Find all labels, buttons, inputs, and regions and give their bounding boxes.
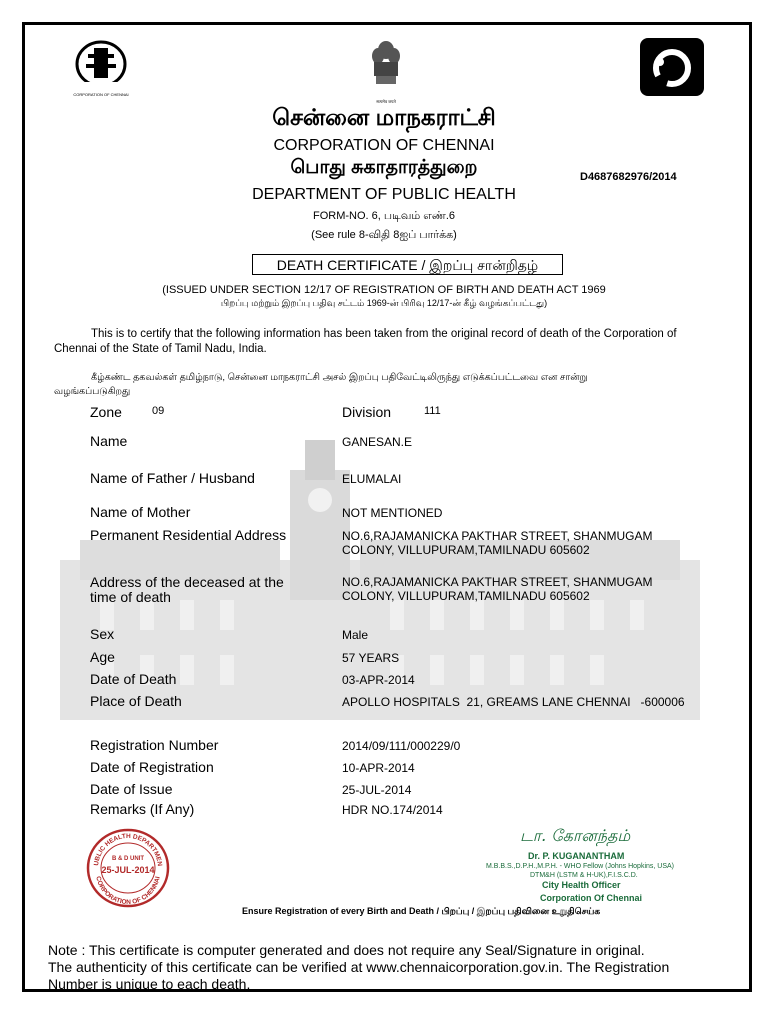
note-line2: The authenticity of this certificate can be verified at www.chennaicorporation.gov.in. The Registration xyxy=(48,959,670,975)
place-of-death-value: APOLLO HOSPITALS 21, GREAMS LANE CHENNAI -600006 xyxy=(342,695,685,709)
registration-date-value: 10-APR-2014 xyxy=(342,761,415,775)
stamp-seal-icon xyxy=(84,826,172,910)
date-of-death-label: Date of Death xyxy=(90,671,177,687)
signatory-name: Dr. P. KUGANANTHAM xyxy=(528,851,625,861)
date-of-death-value: 03-APR-2014 xyxy=(342,673,415,687)
stamp-top-text: UBLIC HEALTH DEPARTMEN xyxy=(93,832,163,867)
issue-date-value: 25-JUL-2014 xyxy=(342,783,412,797)
department-tamil: பொது சுகாதாரத்துறை xyxy=(290,157,478,178)
intro-tamil-line2: வழங்கப்படுகிறது xyxy=(54,386,131,397)
name-label: Name xyxy=(90,433,128,449)
form-number: FORM-NO. 6, படிவம் எண்.6 xyxy=(312,210,456,222)
chennai-logo-icon xyxy=(640,38,704,96)
official-stamp xyxy=(84,826,172,910)
corporation-crest-icon xyxy=(66,40,136,92)
remarks-label: Remarks (If Any) xyxy=(90,801,195,817)
permanent-address-label: Permanent Residential Address xyxy=(90,527,287,543)
death-certificate-title: DEATH CERTIFICATE / இறப்பு சான்றிதழ் xyxy=(252,254,563,275)
sex-value: Male xyxy=(342,628,369,642)
permanent-address-line2: COLONY, VILLUPURAM,TAMILNADU 605602 xyxy=(342,543,590,557)
permanent-address-line1: NO.6,RAJAMANICKA PAKTHAR STREET, SHANMUGAM xyxy=(342,529,653,543)
father-label: Name of Father / Husband xyxy=(90,470,255,486)
age-label: Age xyxy=(90,649,115,665)
place-of-death-label: Place of Death xyxy=(90,693,182,709)
death-address-label-line1: Address of the deceased at the xyxy=(90,574,284,590)
name-value: GANESAN.E xyxy=(342,435,413,449)
signatory-qualifications-2: DTM&H (LSTM & H-UK),F.I.S.C.D. xyxy=(530,872,638,879)
certificate-number: D4687682976/2014 xyxy=(580,171,677,183)
intro-tamil-line1: கீழ்கண்ட தகவல்கள் தமிழ்நாடு, சென்னை மாநகராட்சி அசல் இறப்பு பதிவேட்டிலிருந்து எடுக்கப்பட்டவை என சான்று xyxy=(91,372,588,383)
intro-english-line1: This is to certify that the following information has been taken from the original record of death of the Corporation of xyxy=(91,328,677,340)
note-line3: Number is unique to each death. xyxy=(48,976,251,992)
note-line1: Note : This certificate is computer generated and does not require any Seal/Signature in original. xyxy=(48,942,645,958)
issue-date-label: Date of Issue xyxy=(90,781,173,797)
national-emblem-icon xyxy=(370,36,402,96)
sex-label: Sex xyxy=(90,626,115,642)
zone-value: 09 xyxy=(152,405,165,417)
intro-english-line2: Chennai of the State of Tamil Nadu, India. xyxy=(54,343,267,355)
registration-number-value: 2014/09/111/000229/0 xyxy=(342,739,461,753)
father-value: ELUMALAI xyxy=(342,472,402,486)
title-tamil: சென்னை மாநகராட்சி xyxy=(272,104,496,130)
signatory-title: City Health Officer xyxy=(542,880,621,890)
signatory-qualifications-1: M.B.B.S.,D.P.H.,M.P.H. - WHO Fellow (Johns Hopkins, USA) xyxy=(486,863,675,870)
registration-date-label: Date of Registration xyxy=(90,759,214,775)
stamp-date: 25-JUL-2014 xyxy=(101,865,155,875)
emblem-caption: सत्यमेव जयते xyxy=(376,99,396,104)
issued-under-tamil: பிறப்பு மற்றும் இறப்பு பதிவு சட்டம் 1969-ன் பிரிவு 12/17-ன் கீழ் வழங்கப்பட்டது) xyxy=(220,298,548,308)
mother-label: Name of Mother xyxy=(90,504,191,520)
rule-reference: (See rule 8-விதி 8ஐப் பார்க்க) xyxy=(311,229,457,241)
death-address-label-line2: time of death xyxy=(90,589,171,605)
ensure-registration-text: Ensure Registration of every Birth and Death / பிறப்பு / இறப்பு பதிவினை உறுதிசெய்க xyxy=(242,906,601,916)
age-value: 57 YEARS xyxy=(342,651,400,665)
division-label: Division xyxy=(342,404,392,420)
title-english: CORPORATION OF CHENNAI xyxy=(273,137,495,154)
issued-under-english: (ISSUED UNDER SECTION 12/17 OF REGISTRATION OF BIRTH AND DEATH ACT 1969 xyxy=(162,284,606,296)
stamp-unit: B & D UNIT xyxy=(112,856,144,862)
department-english: DEPARTMENT OF PUBLIC HEALTH xyxy=(252,186,516,203)
registration-number-label: Registration Number xyxy=(90,737,219,753)
death-address-line1: NO.6,RAJAMANICKA PAKTHAR STREET, SHANMUGAM xyxy=(342,575,653,589)
signatory-organisation: Corporation Of Chennai xyxy=(540,893,642,903)
remarks-value: HDR NO.174/2014 xyxy=(342,803,443,817)
mother-value: NOT MENTIONED xyxy=(342,506,443,520)
signature: டா. கோனந்தம் xyxy=(520,826,631,845)
death-address-line2: COLONY, VILLUPURAM,TAMILNADU 605602 xyxy=(342,589,590,603)
division-value: 111 xyxy=(424,405,441,417)
zone-label: Zone xyxy=(90,404,122,420)
crest-caption: CORPORATION OF CHENNAI xyxy=(73,92,129,97)
stamp-bottom-text: CORPORATION OF CHENNAI xyxy=(94,875,162,907)
